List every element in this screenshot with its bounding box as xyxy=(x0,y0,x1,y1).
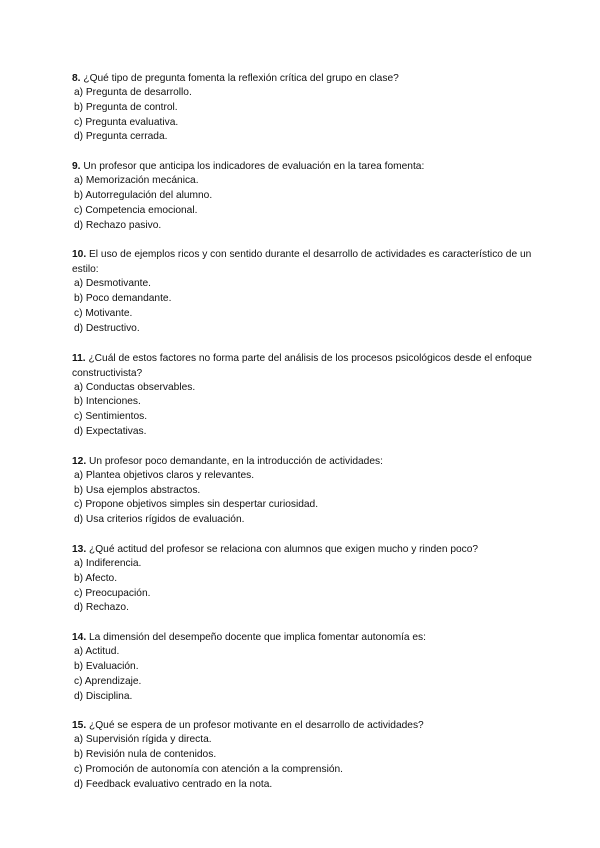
option-list xyxy=(72,469,532,528)
question-text: Un profesor que anticipa los indicadores de evaluación en la tarea fomenta: xyxy=(83,161,425,173)
option-d: d) Pregunta cerrada. xyxy=(74,131,168,143)
question-stem xyxy=(72,542,532,557)
question-8 xyxy=(72,71,532,145)
option-list xyxy=(72,557,532,616)
option-list xyxy=(72,381,532,440)
question-11 xyxy=(72,351,532,440)
option-list xyxy=(72,86,532,145)
question-stem xyxy=(72,454,532,469)
option-a: a) Supervisión rígida y directa. xyxy=(74,734,212,746)
question-stem xyxy=(72,351,532,381)
option-b: b) Revisión nula de contenidos. xyxy=(74,749,217,761)
question-number: 10. xyxy=(72,249,87,261)
question-stem xyxy=(72,71,532,86)
option-c: c) Propone objetivos simples sin despertar curiosidad. xyxy=(74,499,319,511)
question-text: ¿Qué tipo de pregunta fomenta la reflexión crítica del grupo en clase? xyxy=(83,73,399,84)
option-a: a) Pregunta de desarrollo. xyxy=(74,87,192,98)
question-text: Un profesor poco demandante, en la introducción de actividades: xyxy=(89,455,383,467)
option-d: d) Destructivo. xyxy=(74,322,140,334)
option-d: d) Rechazo pasivo. xyxy=(74,219,162,231)
option-b: b) Autorregulación del alumno. xyxy=(74,189,213,201)
option-d: d) Rechazo. xyxy=(74,602,129,614)
question-number: 15. xyxy=(72,720,87,732)
question-12 xyxy=(72,454,532,528)
option-c: c) Competencia emocional. xyxy=(74,204,198,216)
question-15 xyxy=(72,718,532,792)
question-text: La dimensión del desempeño docente que implica fomentar autonomía es: xyxy=(89,632,426,644)
question-stem xyxy=(72,718,532,733)
option-d: d) Feedback evaluativo centrado en la nota. xyxy=(74,778,273,790)
question-stem xyxy=(72,159,532,174)
question-text: ¿Qué se espera de un profesor motivante en el desarrollo de actividades? xyxy=(89,720,424,732)
option-b: b) Usa ejemplos abstractos. xyxy=(74,484,201,496)
question-14 xyxy=(72,630,532,704)
question-text: ¿Cuál de estos factores no forma parte del análisis de los procesos psicológicos desde el enfoque constructivista? xyxy=(72,352,532,379)
option-list xyxy=(72,733,532,792)
question-number: 9. xyxy=(72,161,81,173)
option-a: a) Indiferencia. xyxy=(74,557,142,569)
option-b: b) Pregunta de control. xyxy=(74,101,178,113)
option-list xyxy=(72,174,532,233)
question-13 xyxy=(72,542,532,616)
option-a: a) Conductas observables. xyxy=(74,381,196,393)
option-c: c) Aprendizaje. xyxy=(74,675,142,687)
question-stem xyxy=(72,630,532,645)
option-d: d) Expectativas. xyxy=(74,425,147,437)
question-text: ¿Qué actitud del profesor se relaciona con alumnos que exigen mucho y rinden poco? xyxy=(89,543,479,555)
option-list xyxy=(72,645,532,704)
question-number: 8. xyxy=(72,73,81,84)
option-c: c) Promoción de autonomía con atención a la comprensión. xyxy=(74,763,343,775)
option-b: b) Poco demandante. xyxy=(74,293,172,305)
question-number: 14. xyxy=(72,632,87,644)
option-c: c) Preocupación. xyxy=(74,587,151,599)
question-9 xyxy=(72,159,532,233)
option-a: a) Actitud. xyxy=(74,646,120,658)
option-d: d) Usa criterios rígidos de evaluación. xyxy=(74,514,245,526)
question-number: 13. xyxy=(72,543,87,555)
question-stem xyxy=(72,247,532,277)
question-text: El uso de ejemplos ricos y con sentido durante el desarrollo de actividades es característico de un estilo: xyxy=(72,249,532,276)
option-list xyxy=(72,277,532,336)
option-a: a) Plantea objetivos claros y relevantes. xyxy=(74,469,255,481)
option-c: c) Motivante. xyxy=(74,307,133,319)
option-b: b) Intenciones. xyxy=(74,396,141,408)
option-a: a) Desmotivante. xyxy=(74,278,152,290)
option-b: b) Evaluación. xyxy=(74,660,139,672)
question-number: 12. xyxy=(72,455,87,467)
document-page xyxy=(72,71,532,807)
question-10 xyxy=(72,247,532,336)
option-b: b) Afecto. xyxy=(74,572,118,584)
question-number: 11. xyxy=(72,352,86,364)
option-a: a) Memorización mecánica. xyxy=(74,175,199,187)
option-c: c) Pregunta evaluativa. xyxy=(74,116,179,128)
option-d: d) Disciplina. xyxy=(74,690,133,702)
option-c: c) Sentimientos. xyxy=(74,411,148,423)
